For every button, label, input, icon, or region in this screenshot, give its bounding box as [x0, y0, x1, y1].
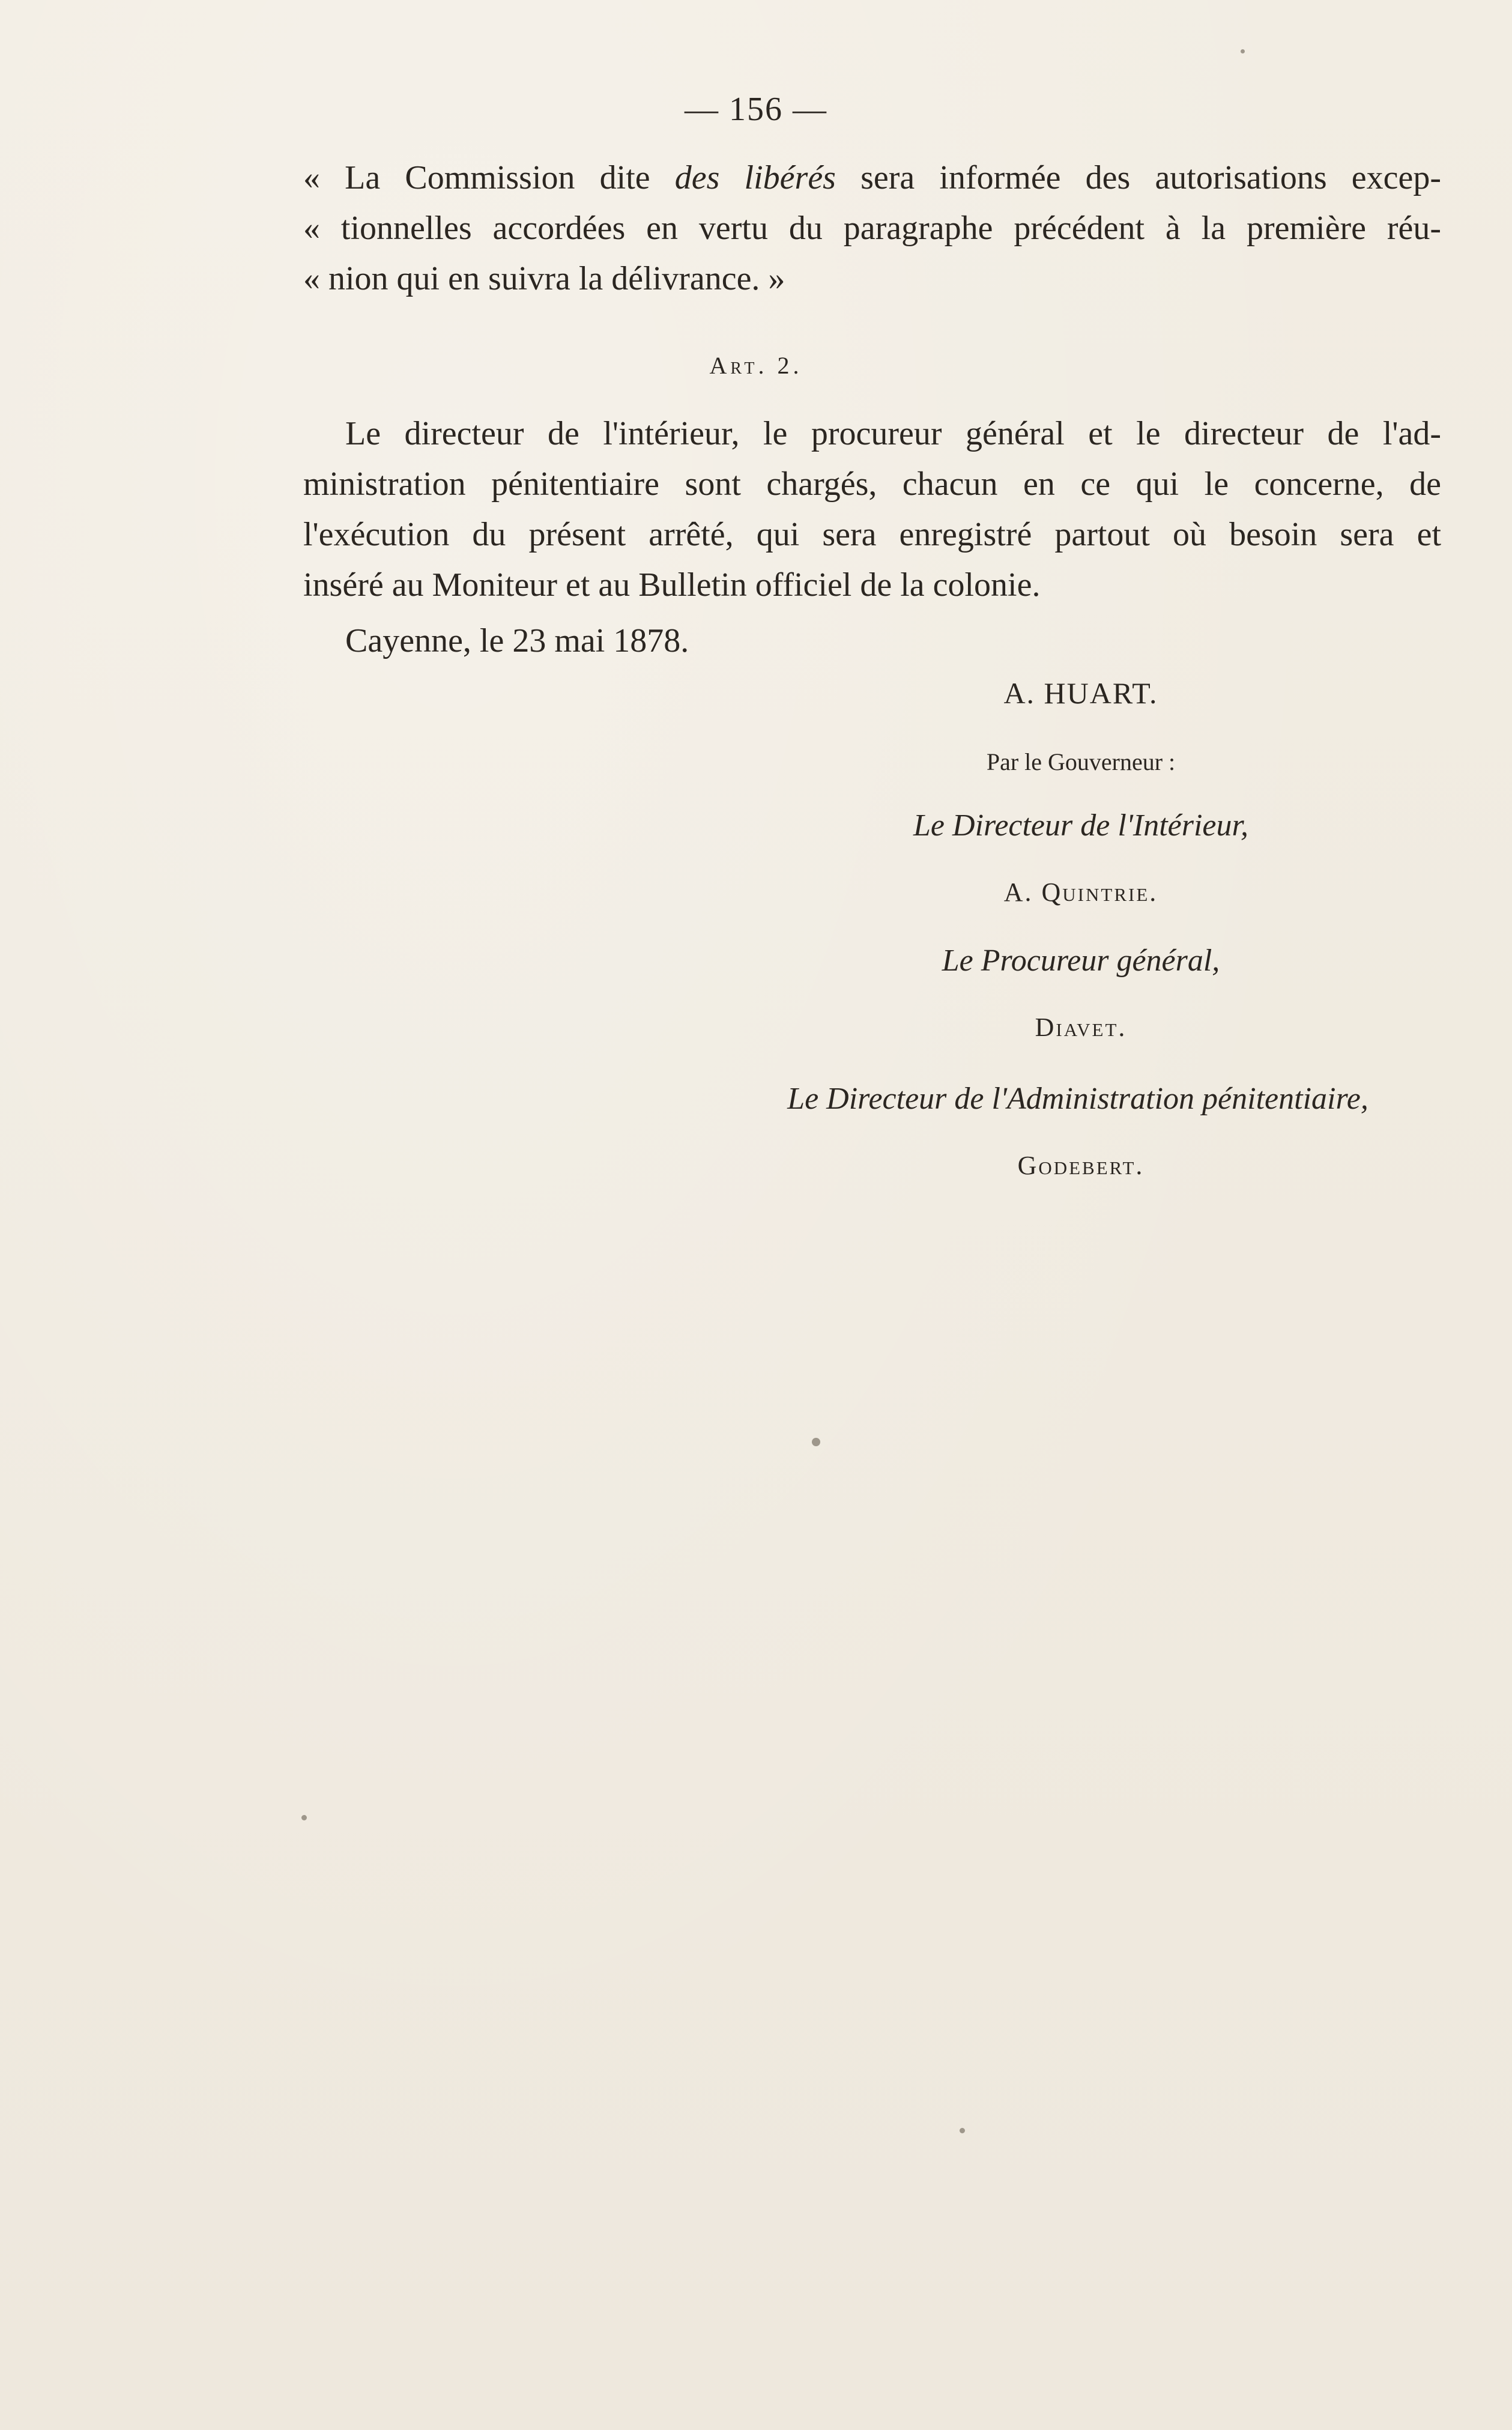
article-heading: Art. 2.	[709, 352, 803, 379]
signatory-name-prosecutor: Diavet.	[1035, 1013, 1127, 1042]
quote-line-1-end: sera informée des autorisations excep-	[835, 159, 1441, 196]
paragraph-line-1: Le directeur de l'intérieur, le procureur général et le directeur de l'ad-	[345, 415, 1441, 452]
signatory-title-interior: Le Directeur de l'Intérieur,	[913, 808, 1248, 843]
date-line: Cayenne, le 23 mai 1878.	[345, 622, 689, 659]
signatory-title-prosecutor: Le Procureur général,	[942, 944, 1220, 978]
paper-speck	[960, 2128, 965, 2133]
signatory-name-interior: A. Quintrie.	[1003, 877, 1158, 907]
article-paragraph	[303, 408, 1441, 610]
paper-speck	[1241, 49, 1245, 53]
paragraph-line-3: l'exécution du présent arrêté, qui sera enregistré partout où besoin sera et	[303, 516, 1441, 553]
quote-line-2: « tionnelles accordées en vertu du paragraphe précédent à la première réu-	[303, 210, 1441, 247]
page-number: — 156 —	[685, 91, 827, 128]
quote-line-1	[303, 153, 1441, 203]
by-governor-label: Par le Gouverneur :	[986, 748, 1176, 775]
quoted-paragraph	[303, 153, 1441, 304]
paragraph-line-4: inséré au Moniteur et au Bulletin officiel de la colonie.	[303, 566, 1041, 604]
paper-speck	[301, 1815, 307, 1820]
signatory-title-penitentiary: Le Directeur de l'Administration pénitentiaire,	[787, 1082, 1368, 1116]
paragraph-line-2: ministration pénitentiaire sont chargés, chacun en ce qui le concerne, de	[303, 465, 1441, 503]
signatory-name-penitentiary: Godebert.	[1017, 1151, 1145, 1180]
governor-signature: A. HUART.	[1003, 676, 1158, 710]
quote-italic-term: des libérés	[674, 159, 836, 196]
quote-line-1-start: « La Commission dite	[303, 159, 675, 196]
quote-line-3: « nion qui en suivra la délivrance. »	[303, 260, 785, 297]
paper-speck	[812, 1438, 820, 1446]
